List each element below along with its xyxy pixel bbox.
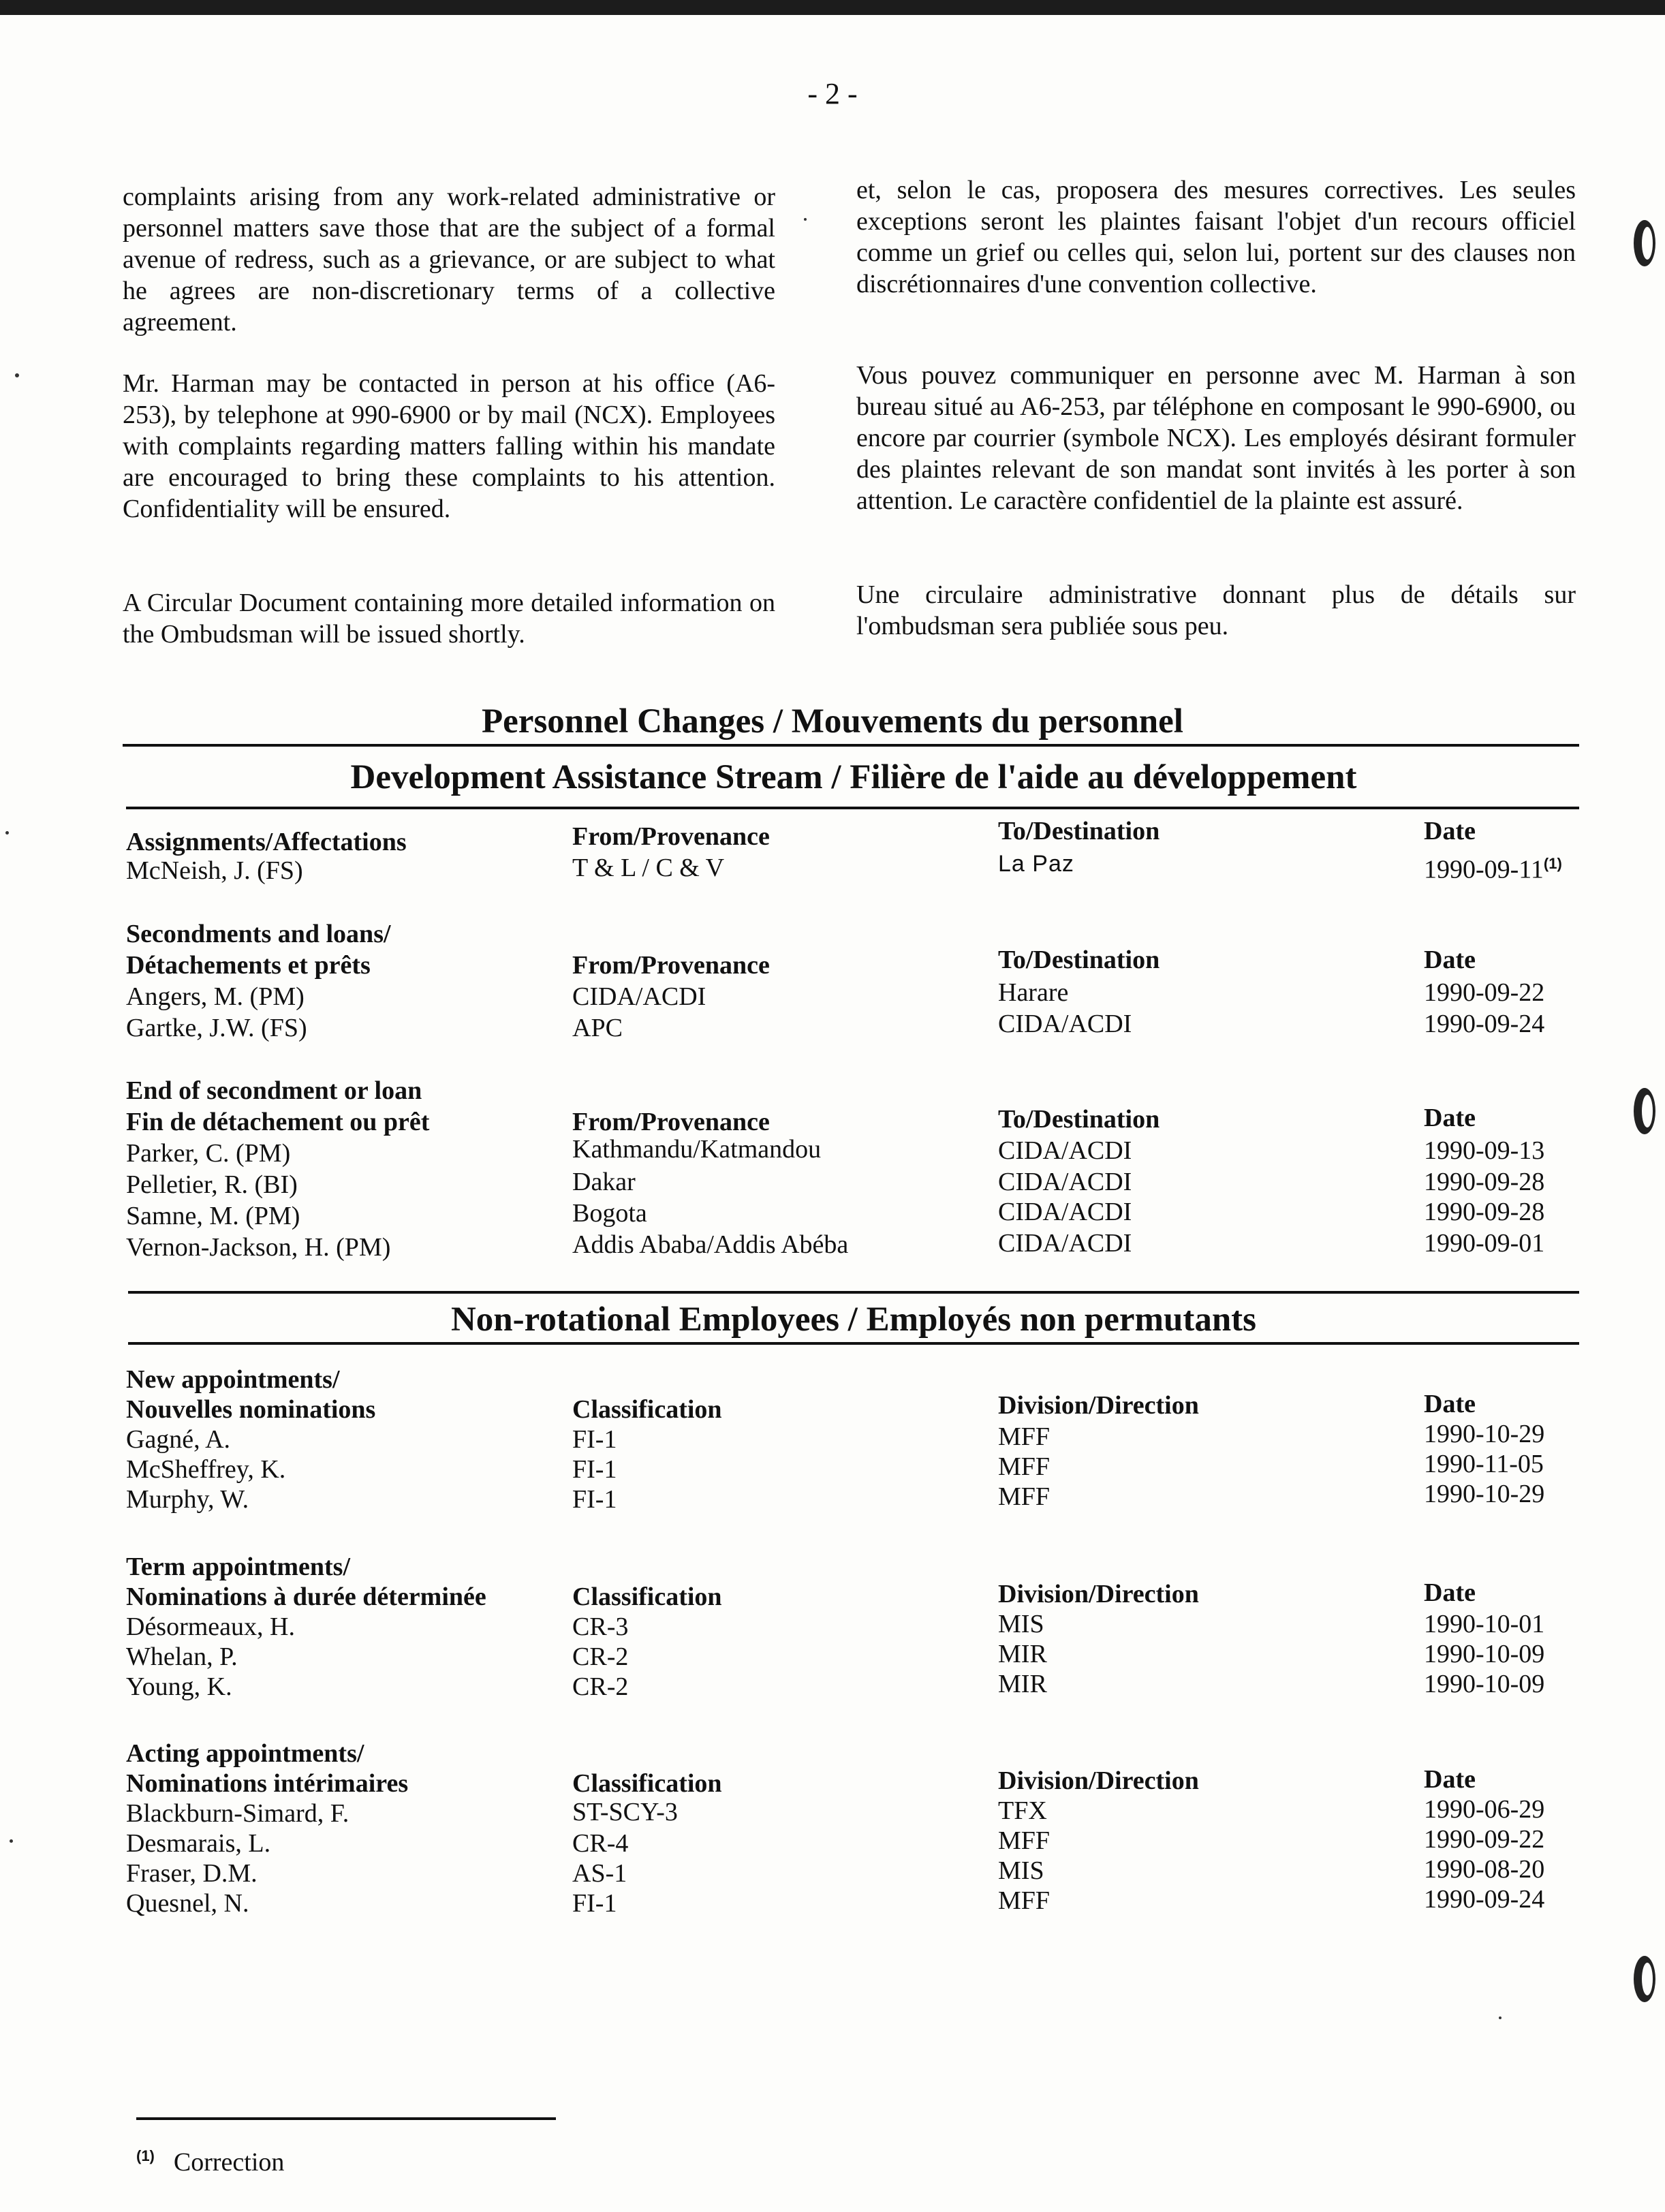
scan-speck (1499, 2016, 1501, 2019)
col-header-date: Date (1424, 817, 1476, 845)
term-appointments-group (126, 1552, 1584, 1702)
to-value: CIDA/ACDI (998, 1010, 1132, 1038)
group-heading: Nouvelles nominations (126, 1395, 376, 1424)
table-row (126, 1480, 1584, 1514)
scan-speck (5, 831, 9, 835)
group-heading: Acting appointments/ (126, 1739, 364, 1768)
scan-speck (15, 373, 19, 377)
intro-paragraph-fr-1: et, selon le cas, proposera des mesures correctives. Les seules exceptions seront les plaintes faisant l'objet d'un recours officiel comme un grief ou celles qui, selon lui, portent sur des clauses non discrétionnaires d'une convention collective. (856, 176, 1576, 298)
section-rule (128, 1342, 1579, 1345)
employee-name: Angers, M. (PM) (126, 982, 305, 1011)
footnote-marker: (1) (1543, 855, 1562, 872)
group-heading-row (126, 1075, 1584, 1106)
col-header-date: Date (1424, 1578, 1476, 1607)
table-header-row (126, 1106, 1584, 1138)
date-value: 1990-09-22 (1424, 1825, 1545, 1854)
assignments-group (126, 817, 1584, 885)
group-heading: Secondments and loans/ (126, 920, 391, 948)
date-value: 1990-10-01 (1424, 1610, 1545, 1638)
classification-value: CR-2 (572, 1642, 629, 1671)
employee-name: Murphy, W. (126, 1485, 249, 1514)
from-value: CIDA/ACDI (572, 982, 706, 1011)
intro-paragraph-fr-2: Vous pouvez communiquer en personne avec M. Harman à son bureau situé au A6-253, par téléphone en composant le 990-6900, ou encore par courrier (symbole NCX). Les employés désirant formuler des plaintes relevant de son mandat sont invités à les porter à son attention. Le caractère confidentiel de la plainte est assuré. (856, 361, 1576, 515)
division-value: MFF (998, 1482, 1051, 1511)
table-row (126, 1450, 1584, 1484)
to-value: CIDA/ACDI (998, 1136, 1132, 1165)
employee-name: Samne, M. (PM) (126, 1202, 300, 1230)
division-value: MIR (998, 1640, 1047, 1668)
division-value: MIR (998, 1670, 1047, 1698)
date-value: 1990-09-13 (1424, 1136, 1545, 1165)
classification-value: ST-SCY-3 (572, 1798, 678, 1826)
col-header-date: Date (1424, 1390, 1476, 1418)
group-heading: Nominations intérimaires (126, 1769, 409, 1798)
section-rule (126, 807, 1579, 809)
group-heading-row (126, 918, 1584, 950)
col-header-date: Date (1424, 1765, 1476, 1794)
classification-value: FI-1 (572, 1889, 617, 1918)
classification-value: FI-1 (572, 1455, 617, 1484)
table-row (126, 1855, 1584, 1888)
table-row (126, 1672, 1584, 1702)
new-appointments-group (126, 1365, 1584, 1514)
employee-name: McNeish, J. (FS) (126, 856, 303, 885)
table-row (126, 1642, 1584, 1672)
group-heading: Fin de détachement ou prêt (126, 1108, 430, 1136)
end-secondment-group (126, 1075, 1584, 1263)
scan-top-band (0, 0, 1665, 15)
from-value: Kathmandu/Katmandou (572, 1135, 822, 1164)
group-heading-row (126, 1552, 1584, 1582)
from-value: Bogota (572, 1199, 647, 1228)
employee-name: McSheffrey, K. (126, 1455, 286, 1484)
col-header-division: Division/Direction (998, 1391, 1199, 1420)
title-rule (123, 744, 1579, 747)
table-header-row (126, 817, 1584, 856)
col-header-from: From/Provenance (572, 951, 770, 980)
from-value: Addis Ababa/Addis Abéba (572, 1230, 849, 1259)
employee-name: Young, K. (126, 1672, 232, 1701)
table-row (126, 1885, 1584, 1918)
date-value: 1990-09-24 (1424, 1885, 1545, 1914)
scan-speck (804, 218, 807, 221)
employee-name: Blackburn-Simard, F. (126, 1799, 349, 1828)
division-value: MFF (998, 1826, 1051, 1855)
group-heading: Détachements et prêts (126, 951, 371, 980)
to-value: CIDA/ACDI (998, 1229, 1132, 1258)
page-number: - 2 - (807, 77, 858, 110)
col-header-date: Date (1424, 946, 1476, 974)
table-header-row (126, 1578, 1584, 1612)
table-header-row (126, 946, 1584, 981)
acting-appointments-group (126, 1739, 1584, 1918)
employee-name: Desmarais, L. (126, 1829, 271, 1858)
table-row (126, 852, 1584, 884)
to-value: CIDA/ACDI (998, 1168, 1132, 1196)
nre-section-title: Non-rotational Employees / Employés non permutants (450, 1300, 1257, 1339)
section-rule (128, 1291, 1579, 1294)
col-header-division: Division/Direction (998, 1580, 1199, 1608)
table-row (126, 1135, 1584, 1169)
group-heading-row (126, 1739, 1584, 1769)
group-heading: Term appointments/ (126, 1553, 351, 1581)
date-value: 1990-10-09 (1424, 1670, 1545, 1698)
classification-value: FI-1 (572, 1425, 617, 1454)
date-value: 1990-10-09 (1424, 1640, 1545, 1668)
punch-hole-icon (1627, 1952, 1657, 2006)
intro-paragraph-en-1: complaints arising from any work-related administrative or personnel matters save those that are the subject of a formal avenue of redress, such as a grievance, or are subject to what he agrees are non-discretionary terms of a collective agreement. (123, 183, 775, 337)
employee-name: Gartke, J.W. (FS) (126, 1014, 307, 1042)
employee-name: Quesnel, N. (126, 1889, 249, 1918)
classification-value: FI-1 (572, 1485, 617, 1514)
division-value: MIS (998, 1856, 1044, 1885)
division-value: MFF (998, 1886, 1051, 1915)
col-header-from: From/Provenance (572, 822, 770, 851)
personnel-changes-title: Personnel Changes / Mouvements du personnel (482, 702, 1183, 741)
group-heading: End of secondment or loan (126, 1076, 422, 1105)
to-value: La Paz (998, 851, 1074, 877)
employee-name: Gagné, A. (126, 1425, 231, 1454)
footnote-text: Correction (173, 2148, 285, 2177)
date-value: 1990-06-29 (1424, 1795, 1545, 1824)
to-value: CIDA/ACDI (998, 1198, 1132, 1226)
group-heading: Nominations à durée déterminée (126, 1583, 486, 1611)
punch-hole-icon (1627, 1085, 1657, 1138)
group-heading-row (126, 1365, 1584, 1395)
col-header-date: Date (1424, 1104, 1476, 1132)
date-value: 1990-09-28 (1424, 1168, 1545, 1196)
table-row (126, 1612, 1584, 1642)
division-value: TFX (998, 1796, 1047, 1825)
from-value: APC (572, 1014, 623, 1042)
employee-name: Fraser, D.M. (126, 1859, 258, 1888)
date-value: 1990-09-28 (1424, 1198, 1545, 1226)
col-header-classification: Classification (572, 1583, 722, 1611)
intro-paragraph-fr-3: Une circulaire administrative donnant plus de détails sur l'ombudsman sera publiée sous peu. (856, 580, 1576, 640)
division-value: MFF (998, 1452, 1051, 1481)
employee-name: Désormeaux, H. (126, 1613, 295, 1641)
footnote (136, 2147, 284, 2177)
table-row (126, 1169, 1584, 1200)
punch-hole-icon (1627, 217, 1657, 270)
to-value: Harare (998, 978, 1069, 1007)
table-row (126, 1795, 1584, 1828)
date-value: 1990-09-24 (1424, 1010, 1545, 1038)
col-header-classification: Classification (572, 1769, 722, 1798)
intro-paragraph-en-2: Mr. Harman may be contacted in person at his office (A6-253), by telephone at 990-6900 or by mail (NCX). Employees with complaints regarding matters falling within his mandate are encouraged to bring these complaints to his attention. Confidentiality will be ensured. (123, 369, 775, 523)
employee-name: Whelan, P. (126, 1642, 238, 1671)
group-heading: Assignments/Affectations (126, 828, 407, 856)
division-value: MFF (998, 1422, 1051, 1451)
date-value: 1990-11-05 (1424, 1450, 1544, 1478)
classification-value: CR-4 (572, 1829, 629, 1858)
employee-name: Vernon-Jackson, H. (PM) (126, 1233, 391, 1262)
intro-paragraph-en-3: A Circular Document containing more detailed information on the Ombudsman will be issued shortly. (123, 589, 775, 649)
col-header-from: From/Provenance (572, 1108, 770, 1136)
classification-value: CR-3 (572, 1613, 629, 1641)
table-row (126, 1420, 1584, 1454)
das-section-title: Development Assistance Stream / Filière de l'aide au développement (350, 758, 1357, 796)
employee-name: Pelletier, R. (BI) (126, 1170, 298, 1199)
employee-name: Parker, C. (PM) (126, 1139, 291, 1168)
table-header-row (126, 1765, 1584, 1798)
date-value: 1990-09-22 (1424, 978, 1545, 1007)
from-value: Dakar (572, 1168, 636, 1196)
col-header-to: To/Destination (998, 946, 1160, 974)
col-header-classification: Classification (572, 1395, 722, 1424)
date-value: 1990-08-20 (1424, 1855, 1545, 1884)
classification-value: AS-1 (572, 1859, 627, 1888)
date-value: 1990-09-01 (1424, 1229, 1545, 1258)
date-value: 1990-10-29 (1424, 1420, 1545, 1448)
col-header-to: To/Destination (998, 817, 1160, 845)
table-row (126, 1012, 1584, 1044)
date-value: 1990-09-11 (1424, 855, 1544, 884)
secondments-group (126, 918, 1584, 1044)
division-value: MIS (998, 1610, 1044, 1638)
footnote-rule (136, 2117, 556, 2120)
from-value: T & L / C & V (572, 854, 725, 882)
col-header-division: Division/Direction (998, 1766, 1199, 1795)
table-row (126, 1229, 1584, 1263)
table-row (126, 978, 1584, 1012)
scan-speck (10, 1839, 13, 1843)
date-value: 1990-10-29 (1424, 1480, 1545, 1508)
classification-value: CR-2 (572, 1672, 629, 1701)
group-heading: New appointments/ (126, 1365, 340, 1394)
table-header-row (126, 1390, 1584, 1424)
table-row (126, 1200, 1584, 1232)
table-row (126, 1825, 1584, 1858)
footnote-marker: (1) (136, 2147, 155, 2165)
col-header-to: To/Destination (998, 1105, 1160, 1134)
